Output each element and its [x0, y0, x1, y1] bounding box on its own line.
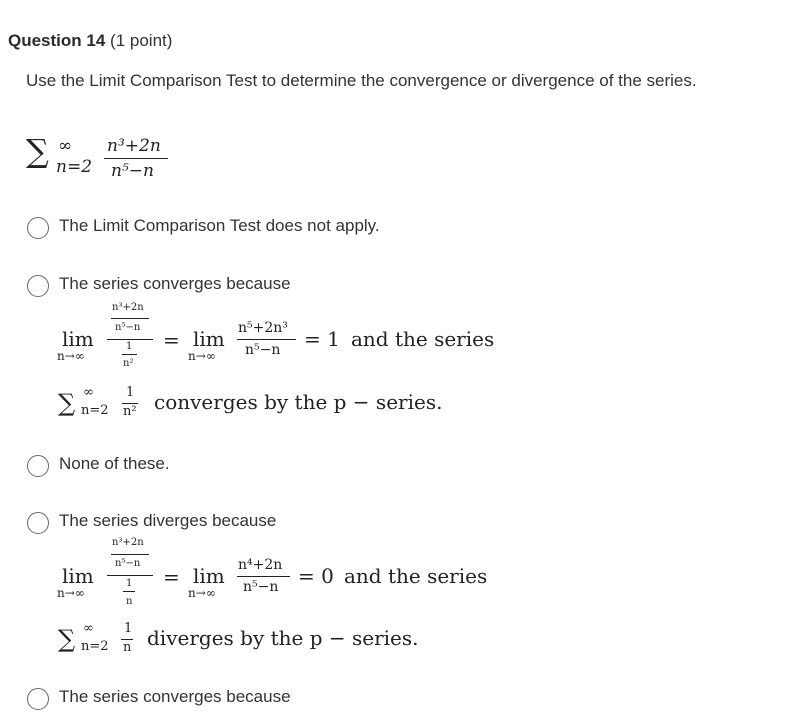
- option-4-outer-den-bar: [123, 591, 135, 592]
- option-5-radio[interactable]: [27, 688, 49, 710]
- option-2-frac2-num: n⁵+2n³: [238, 320, 288, 336]
- option-2-lim-2: lim: [193, 327, 225, 351]
- option-2-outer-den-bar: [122, 354, 137, 355]
- option-2-sum-upper: ∞: [83, 385, 94, 400]
- option-2-conclusion: converges by the p − series.: [154, 390, 443, 414]
- question-points: (1 point): [110, 31, 173, 50]
- option-4-outer-den-den: n: [126, 596, 133, 607]
- series-lower-limit: n=2: [56, 157, 93, 177]
- option-1-label: The Limit Comparison Test does not apply.: [59, 216, 380, 235]
- option-2-label: The series converges because: [59, 274, 291, 293]
- series-denominator: n⁵−n: [111, 161, 154, 181]
- option-2-equals: =: [163, 328, 180, 352]
- option-4-inner-den: n⁵−n: [115, 558, 141, 569]
- option-4-radio[interactable]: [27, 512, 49, 534]
- option-4-label: The series diverges because: [59, 511, 277, 530]
- option-4-result: = 0: [298, 564, 334, 588]
- option-4-tail: and the series: [344, 564, 488, 588]
- question-header: [8, 31, 172, 51]
- option-4-sum-upper: ∞: [83, 621, 94, 636]
- option-2-sum-lower: n=2: [81, 403, 109, 418]
- option-3-radio[interactable]: [27, 455, 49, 477]
- option-2-outer-den-den: n²: [123, 358, 134, 369]
- option-4-conclusion: diverges by the p − series.: [147, 626, 419, 650]
- option-2-inner-bar: [111, 318, 149, 319]
- option-2-radio[interactable]: [27, 275, 49, 297]
- option-4-inner-bar: [111, 554, 149, 555]
- option-2-outer-bar: [107, 339, 153, 340]
- option-4-sum-sigma: ∑: [58, 625, 76, 653]
- option-4-equals: =: [163, 565, 180, 589]
- option-2-frac2-bar: [237, 339, 296, 340]
- option-4-frac2-num: n⁴+2n: [238, 557, 283, 573]
- option-3-label: None of these.: [59, 454, 170, 473]
- option-2-sum-sigma: ∑: [58, 389, 76, 417]
- option-4-frac2-bar: [237, 576, 290, 577]
- option-4-lim-sub: n→∞: [57, 586, 85, 600]
- option-2-tail: and the series: [351, 327, 495, 351]
- question-title: Question 14: [8, 31, 106, 50]
- option-4-inner-num: n³+2n: [112, 537, 144, 548]
- option-2-sum-num: 1: [126, 385, 135, 400]
- option-4-outer-bar: [107, 575, 153, 576]
- series-numerator: n³+2n: [107, 136, 161, 156]
- series-fraction-bar: [104, 158, 168, 159]
- option-4-lim-2-sub: n→∞: [188, 586, 216, 600]
- option-4-sum-den: n: [123, 640, 132, 655]
- option-2-lim-2-sub: n→∞: [188, 349, 216, 363]
- option-4-sum-lower: n=2: [81, 639, 109, 654]
- option-2-sum-den: n²: [123, 404, 137, 419]
- option-4-frac2-den: n⁵−n: [243, 579, 279, 595]
- option-4-outer-den-num: 1: [126, 578, 133, 589]
- option-2-lim-sub: n→∞: [57, 349, 85, 363]
- option-2-result: = 1: [304, 327, 340, 351]
- option-2-lim: lim: [62, 327, 94, 351]
- option-2-inner-num: n³+2n: [112, 302, 144, 313]
- option-2-inner-den: n⁵−n: [115, 322, 141, 333]
- option-2-frac2-den: n⁵−n: [245, 342, 281, 358]
- option-1-radio[interactable]: [27, 217, 49, 239]
- option-5-label: The series converges because: [59, 687, 291, 706]
- option-4-lim: lim: [62, 564, 94, 588]
- question-prompt: Use the Limit Comparison Test to determine the convergence or divergence of the series.: [26, 71, 697, 90]
- sigma-symbol: ∑: [26, 132, 49, 170]
- series-upper-limit: ∞: [58, 136, 73, 156]
- option-2-outer-den-num: 1: [126, 341, 133, 352]
- option-4-sum-num: 1: [124, 621, 133, 636]
- option-4-lim-2: lim: [193, 564, 225, 588]
